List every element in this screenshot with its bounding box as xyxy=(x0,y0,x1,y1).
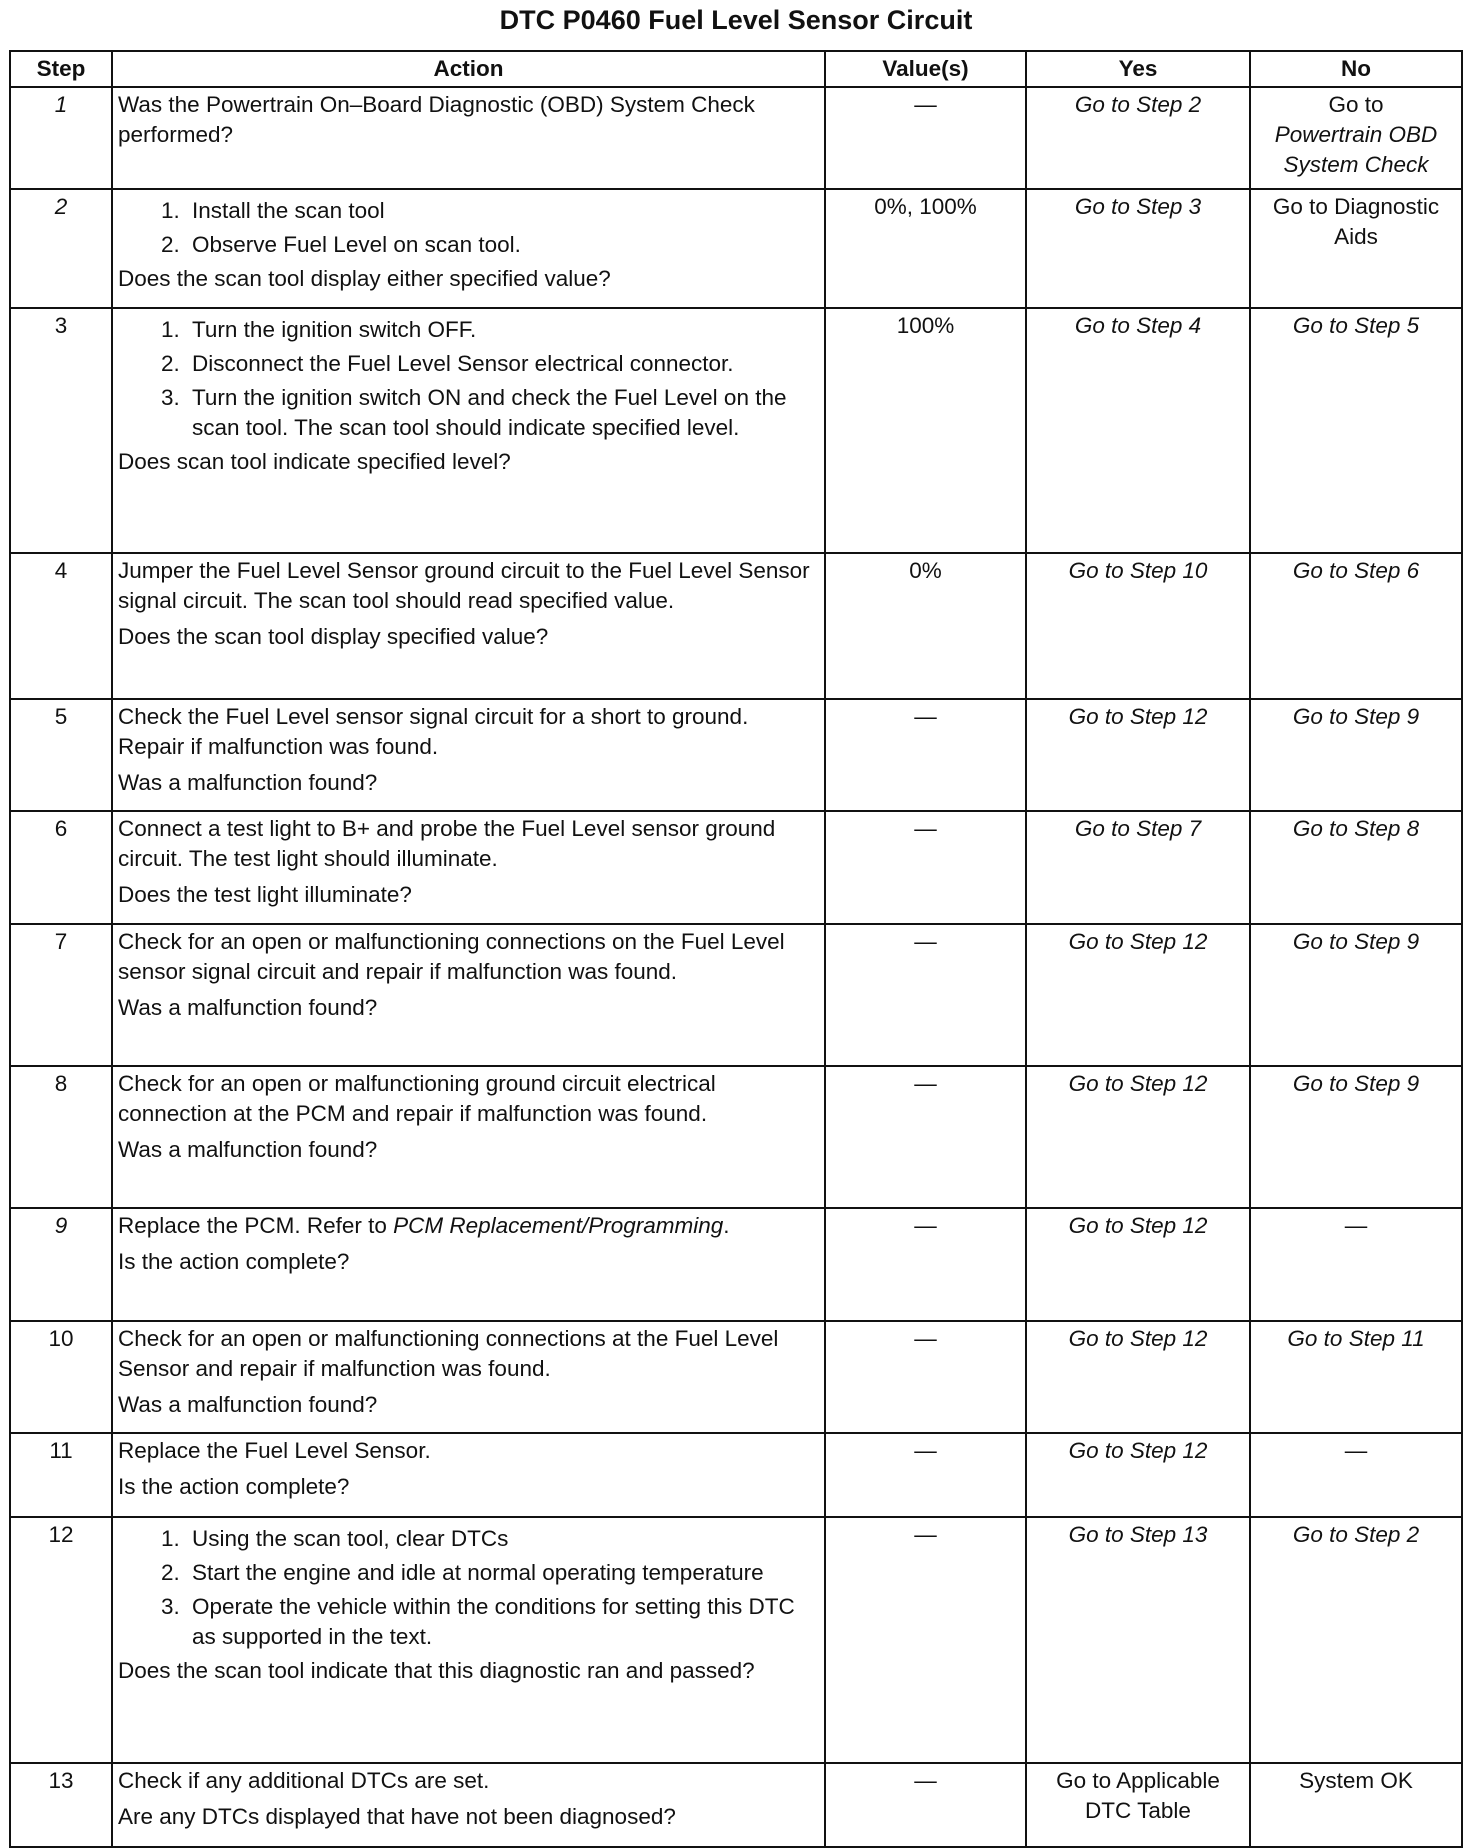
action-question: Does the scan tool display either specified value? xyxy=(118,266,611,291)
step-number: 10 xyxy=(10,1321,112,1433)
value-cell: — xyxy=(825,811,1026,924)
table-row xyxy=(10,924,1462,1066)
action-text-part: . xyxy=(723,1213,730,1238)
no-cell: System OK xyxy=(1250,1763,1462,1847)
action-text: Check for an open or malfunctioning connections on the Fuel Level sensor signal circuit and repair if malfunction was found. xyxy=(118,929,785,984)
value-cell: — xyxy=(825,1321,1026,1433)
step-number: 1 xyxy=(10,87,112,189)
action-text: Replace the Fuel Level Sensor. xyxy=(118,1438,431,1463)
action-cell xyxy=(112,308,825,553)
action-list-item: 3. Turn the ignition switch ON and check the Fuel Level on the scan tool. The scan tool should indicate specified level. xyxy=(186,383,819,443)
table-row xyxy=(10,1517,1462,1763)
action-question: Does scan tool indicate specified level? xyxy=(118,449,511,474)
header-yes: Yes xyxy=(1026,51,1250,87)
action-question: Was a malfunction found? xyxy=(118,1392,378,1417)
value-cell: — xyxy=(825,87,1026,189)
yes-cell: Go to Step 4 xyxy=(1026,308,1250,553)
action-text: Connect a test light to B+ and probe the Fuel Level sensor ground circuit. The test light should illuminate. xyxy=(118,816,776,871)
yes-cell: Go to Applicable DTC Table xyxy=(1026,1763,1250,1847)
table-row xyxy=(10,699,1462,811)
action-list-item: 1. Turn the ignition switch OFF. xyxy=(186,315,819,345)
action-cell xyxy=(112,1321,825,1433)
table-row xyxy=(10,308,1462,553)
action-cell xyxy=(112,189,825,308)
step-number: 11 xyxy=(10,1433,112,1517)
yes-cell: Go to Step 13 xyxy=(1026,1517,1250,1763)
diagnostic-table xyxy=(9,50,1463,1848)
step-number: 3 xyxy=(10,308,112,553)
table-row xyxy=(10,1321,1462,1433)
value-cell: 0% xyxy=(825,553,1026,699)
yes-cell: Go to Step 12 xyxy=(1026,699,1250,811)
action-list xyxy=(118,1524,819,1652)
action-question: Is the action complete? xyxy=(118,1249,350,1274)
action-question: Does the scan tool indicate that this diagnostic ran and passed? xyxy=(118,1658,755,1683)
header-action: Action xyxy=(112,51,825,87)
no-cell: Go to Step 11 xyxy=(1250,1321,1462,1433)
no-cell: Go to Step 6 xyxy=(1250,553,1462,699)
action-question: Is the action complete? xyxy=(118,1474,350,1499)
no-cell: Go to Step 8 xyxy=(1250,811,1462,924)
action-list-item: 2. Disconnect the Fuel Level Sensor electrical connector. xyxy=(186,349,819,379)
action-text: Jumper the Fuel Level Sensor ground circuit to the Fuel Level Sensor signal circuit. The scan tool should read specified value. xyxy=(118,558,810,613)
step-number: 12 xyxy=(10,1517,112,1763)
header-step: Step xyxy=(10,51,112,87)
action-list-item: 1. Using the scan tool, clear DTCs xyxy=(186,1524,819,1554)
action-question: Are any DTCs displayed that have not been diagnosed? xyxy=(118,1804,676,1829)
no-text: Go to xyxy=(1328,92,1384,117)
no-cell: — xyxy=(1250,1433,1462,1517)
action-question: Was a malfunction found? xyxy=(118,1137,378,1162)
action-cell xyxy=(112,1763,825,1847)
yes-cell: Go to Step 12 xyxy=(1026,1066,1250,1208)
table-header-row xyxy=(10,51,1462,87)
table-row xyxy=(10,189,1462,308)
step-number: 6 xyxy=(10,811,112,924)
action-cell xyxy=(112,1208,825,1321)
action-question: Was a malfunction found? xyxy=(118,770,378,795)
yes-cell: Go to Step 2 xyxy=(1026,87,1250,189)
table-row xyxy=(10,1208,1462,1321)
header-values: Value(s) xyxy=(825,51,1026,87)
value-cell: 100% xyxy=(825,308,1026,553)
no-cell: Go to Step 9 xyxy=(1250,924,1462,1066)
action-list xyxy=(118,196,819,260)
value-cell: 0%, 100% xyxy=(825,189,1026,308)
no-cell: Go to Step 5 xyxy=(1250,308,1462,553)
action-text-part: Replace the PCM. Refer to xyxy=(118,1213,394,1238)
table-row xyxy=(10,1763,1462,1847)
step-number: 13 xyxy=(10,1763,112,1847)
value-cell: — xyxy=(825,1433,1026,1517)
action-text: Was the Powertrain On–Board Diagnostic (OBD) System Check performed? xyxy=(118,92,755,147)
step-number: 4 xyxy=(10,553,112,699)
yes-cell: Go to Step 12 xyxy=(1026,924,1250,1066)
yes-cell: Go to Step 10 xyxy=(1026,553,1250,699)
value-cell: — xyxy=(825,699,1026,811)
action-cell xyxy=(112,1517,825,1763)
yes-cell: Go to Step 3 xyxy=(1026,189,1250,308)
step-number: 2 xyxy=(10,189,112,308)
no-cell: Go to Step 2 xyxy=(1250,1517,1462,1763)
table-row xyxy=(10,811,1462,924)
action-list-item: 3. Operate the vehicle within the conditions for setting this DTC as supported in the text. xyxy=(186,1592,819,1652)
no-cell: Go to Step 9 xyxy=(1250,1066,1462,1208)
table-row xyxy=(10,1433,1462,1517)
yes-cell: Go to Step 12 xyxy=(1026,1433,1250,1517)
no-cell: Go to Step 9 xyxy=(1250,699,1462,811)
yes-cell: Go to Step 12 xyxy=(1026,1208,1250,1321)
action-cell xyxy=(112,1433,825,1517)
yes-cell: Go to Step 7 xyxy=(1026,811,1250,924)
action-list-item: 1. Install the scan tool xyxy=(186,196,819,226)
step-number: 9 xyxy=(10,1208,112,1321)
action-cell xyxy=(112,87,825,189)
pcm-replacement-reference: PCM Replacement/Programming xyxy=(393,1213,724,1238)
no-cell: — xyxy=(1250,1208,1462,1321)
yes-cell: Go to Step 12 xyxy=(1026,1321,1250,1433)
value-cell: — xyxy=(825,1517,1026,1763)
action-list xyxy=(118,315,819,443)
action-cell xyxy=(112,924,825,1066)
no-cell: Go to Diagnostic Aids xyxy=(1250,189,1462,308)
action-cell xyxy=(112,699,825,811)
action-text: Check if any additional DTCs are set. xyxy=(118,1768,490,1793)
table-row xyxy=(10,87,1462,189)
no-reference: Powertrain OBD System Check xyxy=(1274,122,1438,177)
action-text: Check for an open or malfunctioning ground circuit electrical connection at the PCM and repair if malfunction was found. xyxy=(118,1071,716,1126)
action-text: Check for an open or malfunctioning connections at the Fuel Level Sensor and repair if malfunction was found. xyxy=(118,1326,779,1381)
action-question: Does the test light illuminate? xyxy=(118,882,412,907)
action-cell xyxy=(112,811,825,924)
action-list-item: 2. Observe Fuel Level on scan tool. xyxy=(186,230,819,260)
value-cell: — xyxy=(825,924,1026,1066)
step-number: 5 xyxy=(10,699,112,811)
action-text: Check the Fuel Level sensor signal circuit for a short to ground. Repair if malfunction was found. xyxy=(118,704,749,759)
table-row xyxy=(10,553,1462,699)
no-cell xyxy=(1250,87,1462,189)
value-cell: — xyxy=(825,1763,1026,1847)
value-cell: — xyxy=(825,1208,1026,1321)
value-cell: — xyxy=(825,1066,1026,1208)
step-number: 8 xyxy=(10,1066,112,1208)
table-row xyxy=(10,1066,1462,1208)
header-no: No xyxy=(1250,51,1462,87)
action-text xyxy=(118,1211,819,1241)
action-list-item: 2. Start the engine and idle at normal operating temperature xyxy=(186,1558,819,1588)
page-title: DTC P0460 Fuel Level Sensor Circuit xyxy=(499,5,973,35)
action-cell xyxy=(112,553,825,699)
action-question: Does the scan tool display specified value? xyxy=(118,624,549,649)
action-question: Was a malfunction found? xyxy=(118,995,378,1020)
action-cell xyxy=(112,1066,825,1208)
step-number: 7 xyxy=(10,924,112,1066)
